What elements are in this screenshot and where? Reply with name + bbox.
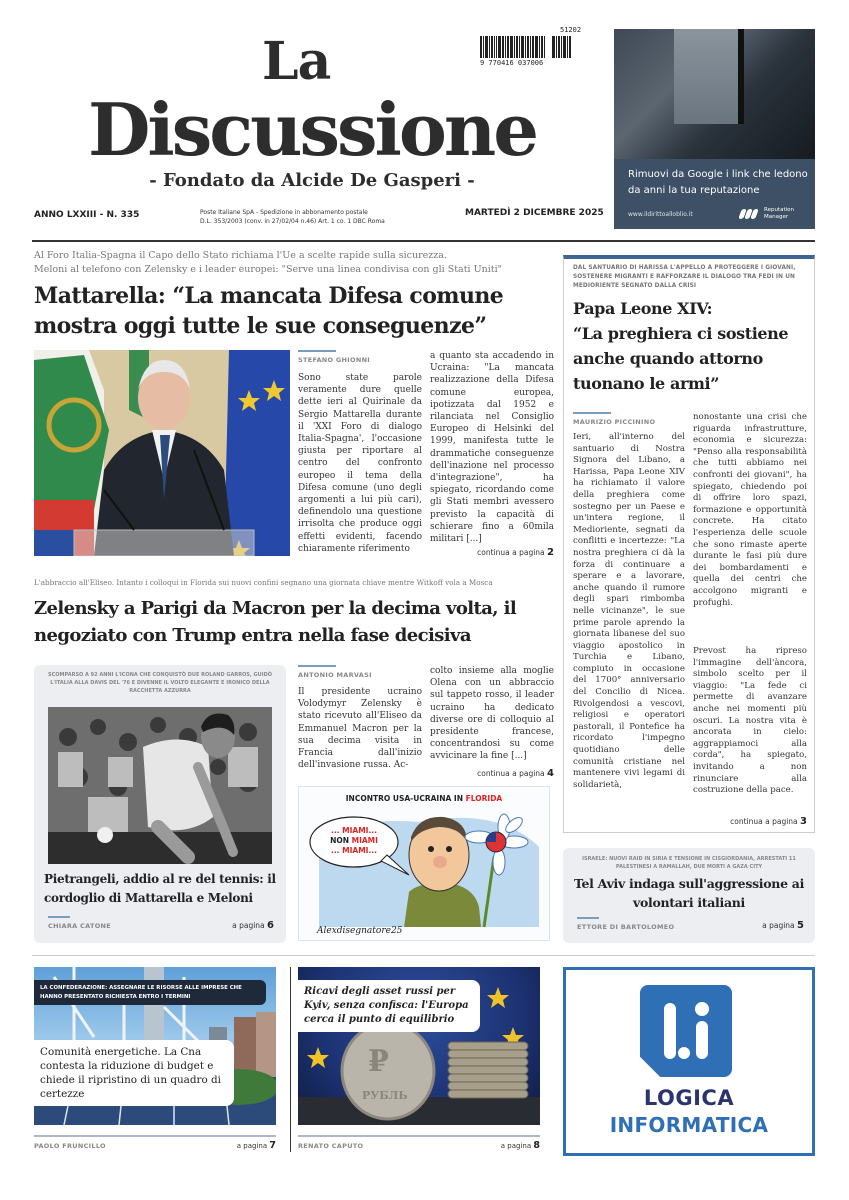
column-divider — [290, 967, 291, 1152]
byline-accent — [298, 665, 336, 667]
cartoon-title-highlight: FLORIDA — [465, 794, 503, 803]
page-label: a pagina — [500, 1142, 532, 1150]
barcode-issue: 51202 — [560, 26, 582, 34]
pope-byline-block — [573, 412, 685, 426]
telaviv-story-byline: ETTORE DI BARTOLOMEO — [577, 923, 675, 931]
ad-brand-line-2: Manager — [764, 214, 789, 220]
pietrangeli-photo — [48, 707, 272, 864]
divider — [32, 240, 815, 242]
byline-accent — [48, 916, 70, 918]
energy-page-link[interactable] — [200, 1140, 276, 1152]
pietrangeli-story-kicker: SCOMPARSO A 92 ANNI L'ICONA CHE CONQUISTÒ DUE ROLAND GARROS, GUIDÒ L'ITALIA ALLA DAVIS DEL '76 E DIVENNE IL VOLTO ELEGANTE E IRONICO DELLA RACCHETTA AZZURRA — [48, 672, 272, 694]
page-number: 7 — [269, 1140, 276, 1151]
footer-rule — [298, 1135, 540, 1137]
pope-headline-line-1: Papa Leone XIV: — [573, 299, 713, 318]
reputation-manager-logo-icon — [740, 209, 760, 219]
byline-accent — [577, 917, 599, 919]
ad-photo-window — [674, 29, 744, 124]
continue-page: 3 — [800, 816, 807, 827]
cartoon-signature: Alexdisegnatore25 — [317, 926, 403, 936]
main-story-headline[interactable]: Mattarella: “La mancata Difesa comune mostra oggi tutte le sue conseguenze” — [34, 283, 504, 339]
cartoon — [298, 786, 550, 941]
continue-label: continua a pagina — [477, 548, 545, 557]
main-byline-block — [298, 350, 420, 364]
page-label: a pagina — [236, 1142, 268, 1150]
pope-story-continue-link[interactable] — [693, 816, 807, 827]
zelensky-story-headline[interactable]: Zelensky a Parigi da Macron per la decima volta, il negoziato con Trump entra nella fase decisiva — [34, 598, 517, 646]
energy-story-headline[interactable]: Comunità energetiche. La Cna contesta la riduzione di budget e chiede il ripristino di un quadro di certezze — [34, 1040, 234, 1106]
divider — [32, 955, 815, 956]
main-kicker-line-2: Meloni al telefono con Zelensky e i leader europei: "Serve una linea condivisa con gli Stati Uniti" — [34, 264, 502, 275]
main-story-column-2: a quanto sta accadendo in Ucraina: "La mancata realizzazione della Difesa comune europea, ipotizzata dal 1952 e rilanciata nel Consiglio Europeo di Helsinki del 1999, manifesta tutte le drammatiche conseguenze dell'inazione nel processo d'integrazione", ha spiegato, ricordando come gli Stati membri avessero previsto la capacità di schierare fino a 60mila militari [...] — [430, 351, 554, 545]
bubble-line-1: ... MIAMI... — [330, 826, 378, 835]
telaviv-story-kicker: ISRAELE: NUOVI RAID IN SIRIA E TENSIONE IN CISGIORDANIA, ARRESTATI 11 PALESTINESI A RAMALLAH, DUE MORTI A GAZA CITY — [582, 856, 796, 870]
pope-story-column-2a: nonostante una crisi che riguarda infrastrutture, economia e sicurezza: "Penso alla responsabilità che tutti abbiamo nei confronti dei giovani", ha spiegato, chiedendo poi di offrire loro spazi, formazione e opportunità concrete. Ha citato l'esperienza delle scuole che sono rimaste aperte durante le fasi più dure dei bombardamenti e quella dei centri che accolgono migranti e profughi. — [693, 412, 807, 608]
bubble-line-2-highlight: MIAMI — [351, 836, 378, 845]
byline-accent — [298, 350, 336, 352]
pope-headline-line-2: “La preghiera ci sostiene anche quando attorno tuonano le armi” — [573, 324, 789, 393]
main-story-byline: STEFANO GHIONNI — [298, 356, 371, 364]
pietrangeli-story-byline: CHIARA CATONE — [48, 922, 111, 930]
zelensky-story-byline: ANTONIO MARVASI — [298, 671, 372, 679]
main-story-continue-link[interactable] — [430, 547, 554, 558]
page-label: a pagina — [762, 921, 795, 930]
postal-info — [200, 208, 450, 226]
postal-line-1: Poste Italiane SpA - Spedizione in abbonamento postale — [200, 209, 368, 216]
bubble-line-2-prefix: NON — [330, 836, 349, 845]
continue-page: 2 — [547, 547, 554, 558]
assets-story-headline[interactable]: Ricavi degli asset russi per Kyiv, senza confisca: l'Europa cerca il punto di equilibrio — [298, 980, 480, 1032]
pope-story-kicker: DAL SANTUARIO DI HARISSA L'APPELLO A PROTEGGERE I GIOVANI, SOSTENERE MIGRANTI E RAFFORZARE IL DIALOGO TRA FEDI IN UN MEDIORIENTE SEGNATO DALLA CRISI — [573, 265, 796, 289]
cartoon-speech-bubble — [313, 826, 395, 856]
bubble-line-3: ... MIAMI... — [330, 846, 378, 855]
byline-accent — [573, 412, 611, 414]
pope-story-byline: MAURIZIO PICCININO — [573, 418, 656, 426]
page-number: 5 — [797, 920, 804, 931]
zelensky-story-column-1: Il presidente ucraino Volodymyr Zelensky è stato ricevuto all'Eliseo da Emmanuel Macron per la sua decima visita in Francia dall'inizio dell'invasione russa. Ac- — [298, 687, 422, 771]
telaviv-story-headline[interactable]: Tel Aviv indaga sull'aggressione ai volontari italiani — [573, 876, 805, 910]
zelensky-story-continue-link[interactable] — [430, 768, 554, 779]
zelensky-story-column-2: colto insieme alla moglie Olena con un abbraccio sul tappeto rosso, il leader ucraino ha dedicato diverse ore di colloquio al presidente francese, concentrandosi su come avvicinare la fine [...] — [430, 666, 554, 762]
pietrangeli-story-headline[interactable]: Pietrangeli, addio al re del tennis: il cordoglio di Mattarella e Meloni — [44, 872, 276, 905]
mattarella-photo-illustration — [34, 350, 290, 556]
cartoon-title — [298, 794, 550, 804]
main-kicker-line-1: Al Foro Italia-Spagna il Capo dello Stato richiama l'Ue a scelte rapide sulla sicurezza. — [34, 250, 447, 261]
telaviv-byline-block — [577, 917, 707, 931]
cartoon-title-prefix: INCONTRO USA-UCRAINA IN — [345, 794, 463, 803]
pope-story-headline[interactable] — [573, 296, 811, 396]
pope-story-column-1: Ieri, all'interno del santuario di Nostra Signora del Libano, a Harissa, Papa Leone XIV ha richiamato il valore della preghiera come sostegno per un Paese e un'intera regione, il Medioriente, segnati da conflitti e incertezze: "La nostra preghiera ci dà la forza di continuare a sperare e a lavorare, anche quando il rumore degli spari rimbomba nelle vicinanze", le sue prime parole aprendo la giornata libanese del suo viaggio apostolico in Turchia e Libano, compiuto in occasione del 1700° anniversario del Concilio di Nicea. Rivolgendosi a vescovi, religiosi e operatori pastorali, il Pontefice ha ricordato l'impegno quotidiano delle comunità cristiane nel mantenere vivi legami di solidarietà, — [573, 432, 685, 790]
telaviv-page-link[interactable] — [720, 920, 804, 931]
zelensky-story-kicker: L'abbraccio all'Eliseo. Intanto i colloqui in Florida sui nuovi confini segnano una giornata chiave mentre Witkoff vola a Mosca — [34, 578, 493, 587]
cartoon-illustration — [299, 787, 551, 942]
postal-line-2: D.L. 353/2003 (conv. in 27/02/04 n.46) Art. 1 co. 1 DBC Roma — [200, 218, 385, 225]
masthead-subtitle: - Fondato da Alcide De Gasperi - — [149, 170, 475, 191]
tennis-photo-illustration — [48, 707, 272, 864]
ad-text: Rimuovi da Google i link che ledono da anni la tua reputazione — [628, 169, 808, 196]
pietrangeli-page-link[interactable] — [190, 920, 274, 931]
zelensky-byline-block — [298, 665, 422, 679]
logo-li-glyph — [640, 985, 732, 1077]
main-story-column-1: Sono state parole veramente dure quelle dette ieri al Quirinale da Sergio Mattarella durante il 'XXI Foro di dialogo Italia-Spagna', l'occasione giusta per riportare al centro del confronto europeo il tema della Difesa comune (uno degli argomenti a lui più cari), definendolo una questione irrisolta che produce oggi effetti evidenti, facendo chiaramente riferimento — [298, 373, 422, 554]
logica-line-2: INFORMATICA — [609, 1113, 769, 1137]
ruble-sign-icon: ₽ — [368, 1044, 389, 1079]
ad-url[interactable]: www.ildirittoalloblio.it — [628, 211, 693, 218]
assets-page-link[interactable] — [464, 1140, 540, 1152]
page-label: a pagina — [232, 921, 265, 930]
page-number: 8 — [533, 1140, 540, 1151]
logica-line-1: LOGICA — [643, 1086, 735, 1110]
ad-brand — [740, 207, 794, 221]
barcode-icon — [480, 36, 588, 58]
footer-rule — [34, 1135, 276, 1137]
pietrangeli-byline-block — [48, 916, 168, 930]
issue-number: ANNO LXXIII - N. 335 — [34, 210, 140, 220]
energy-story-kicker: LA CONFEDERAZIONE: ASSEGNARE LE RISORSE ALLE IMPRESE CHE HANNO PRESENTATO RICHIESTA ENTRO I TERMINI — [34, 980, 266, 1005]
mattarella-photo — [34, 350, 290, 556]
logica-informatica-logo-icon — [640, 985, 732, 1077]
issue-date: MARTEDÌ 2 DICEMBRE 2025 — [465, 208, 604, 218]
ad-reputation-manager[interactable] — [614, 29, 815, 229]
main-story-kicker — [34, 249, 559, 277]
masthead-title: Discussione — [87, 87, 537, 172]
masthead-title-top: La — [262, 31, 331, 92]
assets-story-byline: RENATO CAPUTO — [298, 1142, 364, 1150]
pope-story-column-2b: Prevost ha ripreso l'immagine dell'àncora, simbolo scelto per il viaggio: "La fede ci permette di avanzare anche nei momenti più oscuri. La nostra vita è ancorata in cielo: aggrappiamoci alla corda", ha spiegato, invitando a non rinunciare alla costruzione della pace. — [693, 646, 807, 796]
continue-label: continua a pagina — [477, 769, 545, 778]
ad-brand-line-1: Reputation — [764, 207, 794, 213]
continue-label: continua a pagina — [730, 817, 798, 826]
energy-story-byline: PAOLO FRUNCILLO — [34, 1142, 106, 1150]
page-number: 6 — [267, 920, 274, 931]
barcode-number: 9 770416 037006 — [480, 59, 544, 67]
continue-page: 4 — [547, 768, 554, 779]
coin-text: РУБЛЬ — [362, 1089, 408, 1102]
